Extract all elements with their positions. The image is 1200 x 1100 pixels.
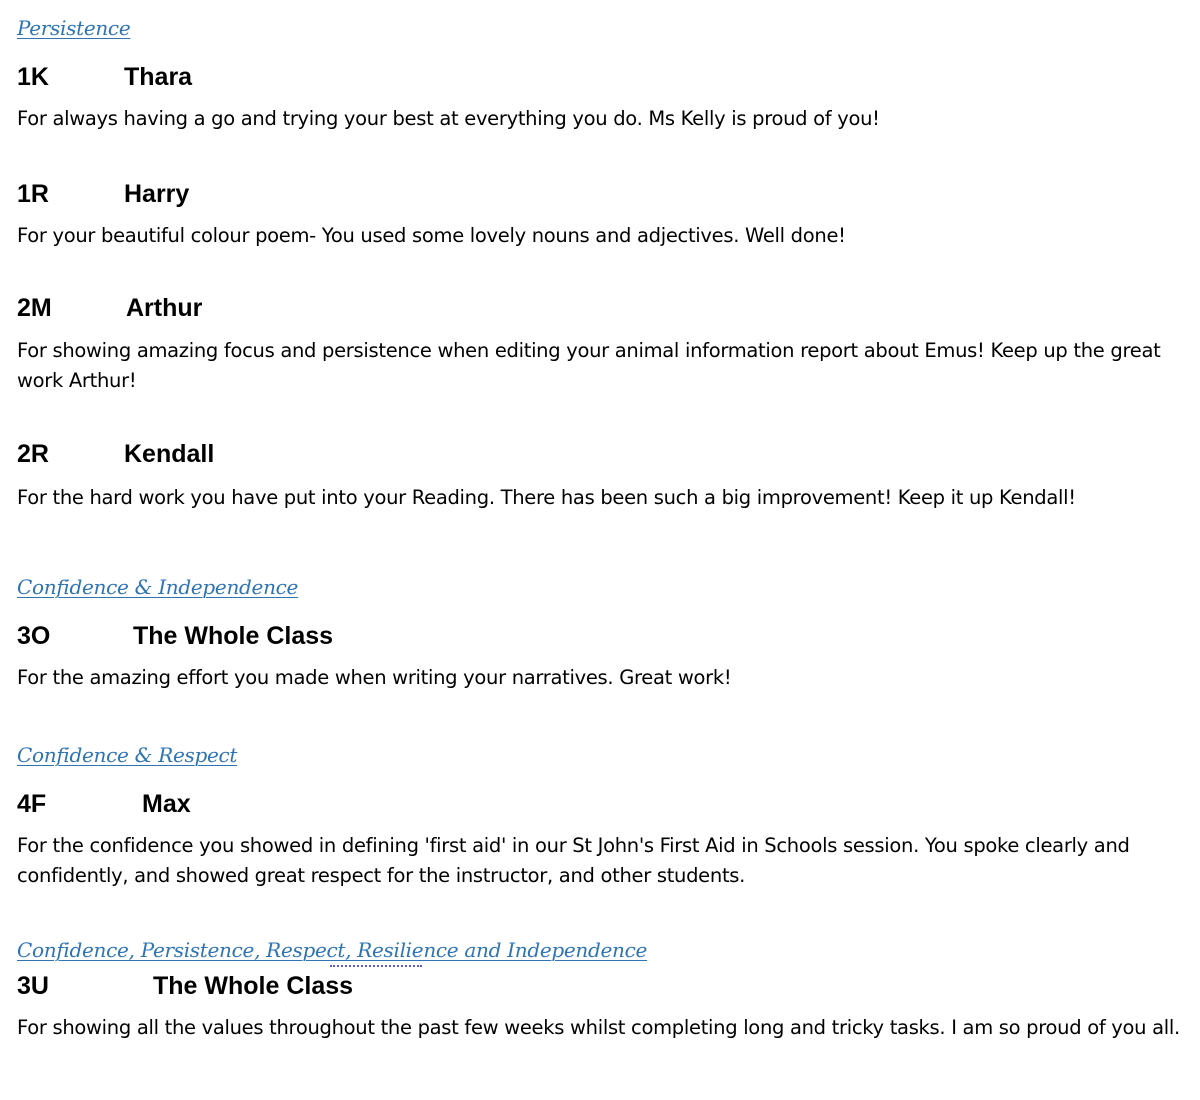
- award-description: For the hard work you have put into your Reading. There has been such a big improvement! Keep it up Kendall!: [17, 486, 1076, 509]
- award-heading: [17, 621, 333, 651]
- award-description: For the confidence you showed in defining 'first aid' in our St John's First Aid in Schools session. You spoke clearly and confidently, and showed great respect for the instructor, and other students.: [17, 834, 1130, 887]
- class-code: 2M: [17, 294, 52, 322]
- class-code: 1K: [17, 63, 49, 91]
- section-heading-persistence: Persistence: [17, 16, 131, 40]
- award-description: For your beautiful colour poem- You used some lovely nouns and adjectives. Well done!: [17, 224, 846, 247]
- award-heading: [17, 293, 202, 323]
- section-heading-all-values: Confidence, Persistence, Respect, Resilience and Independence: [17, 938, 648, 962]
- award-description: For showing all the values throughout the past few weeks whilst completing long and tricky tasks. I am so proud of you all.: [17, 1016, 1180, 1039]
- class-code: 4F: [17, 790, 47, 818]
- student-name: Max: [142, 790, 191, 818]
- class-code: 1R: [17, 180, 49, 208]
- student-name: Arthur: [126, 294, 203, 322]
- award-description: For showing amazing focus and persistence when editing your animal information report about Emus! Keep up the great work Arthur!: [17, 339, 1161, 392]
- student-name: Kendall: [124, 440, 215, 468]
- award-heading: [17, 789, 191, 819]
- award-heading: [17, 971, 353, 1001]
- spellcheck-underline: [330, 962, 422, 967]
- award-description: For the amazing effort you made when writing your narratives. Great work!: [17, 666, 732, 689]
- student-name: The Whole Class: [133, 622, 334, 650]
- award-description: For always having a go and trying your best at everything you do. Ms Kelly is proud of you!: [17, 107, 880, 130]
- class-code: 2R: [17, 440, 49, 468]
- student-name: The Whole Class: [153, 972, 354, 1000]
- section-heading-confidence-respect: Confidence & Respect: [17, 743, 238, 767]
- section-heading-confidence-independence: Confidence & Independence: [17, 575, 299, 599]
- class-code: 3U: [17, 972, 49, 1000]
- class-code: 3O: [17, 622, 51, 650]
- award-heading: [17, 62, 192, 92]
- student-name: Thara: [124, 63, 193, 91]
- award-heading: [17, 179, 189, 209]
- award-heading: [17, 439, 214, 469]
- student-name: Harry: [124, 180, 190, 208]
